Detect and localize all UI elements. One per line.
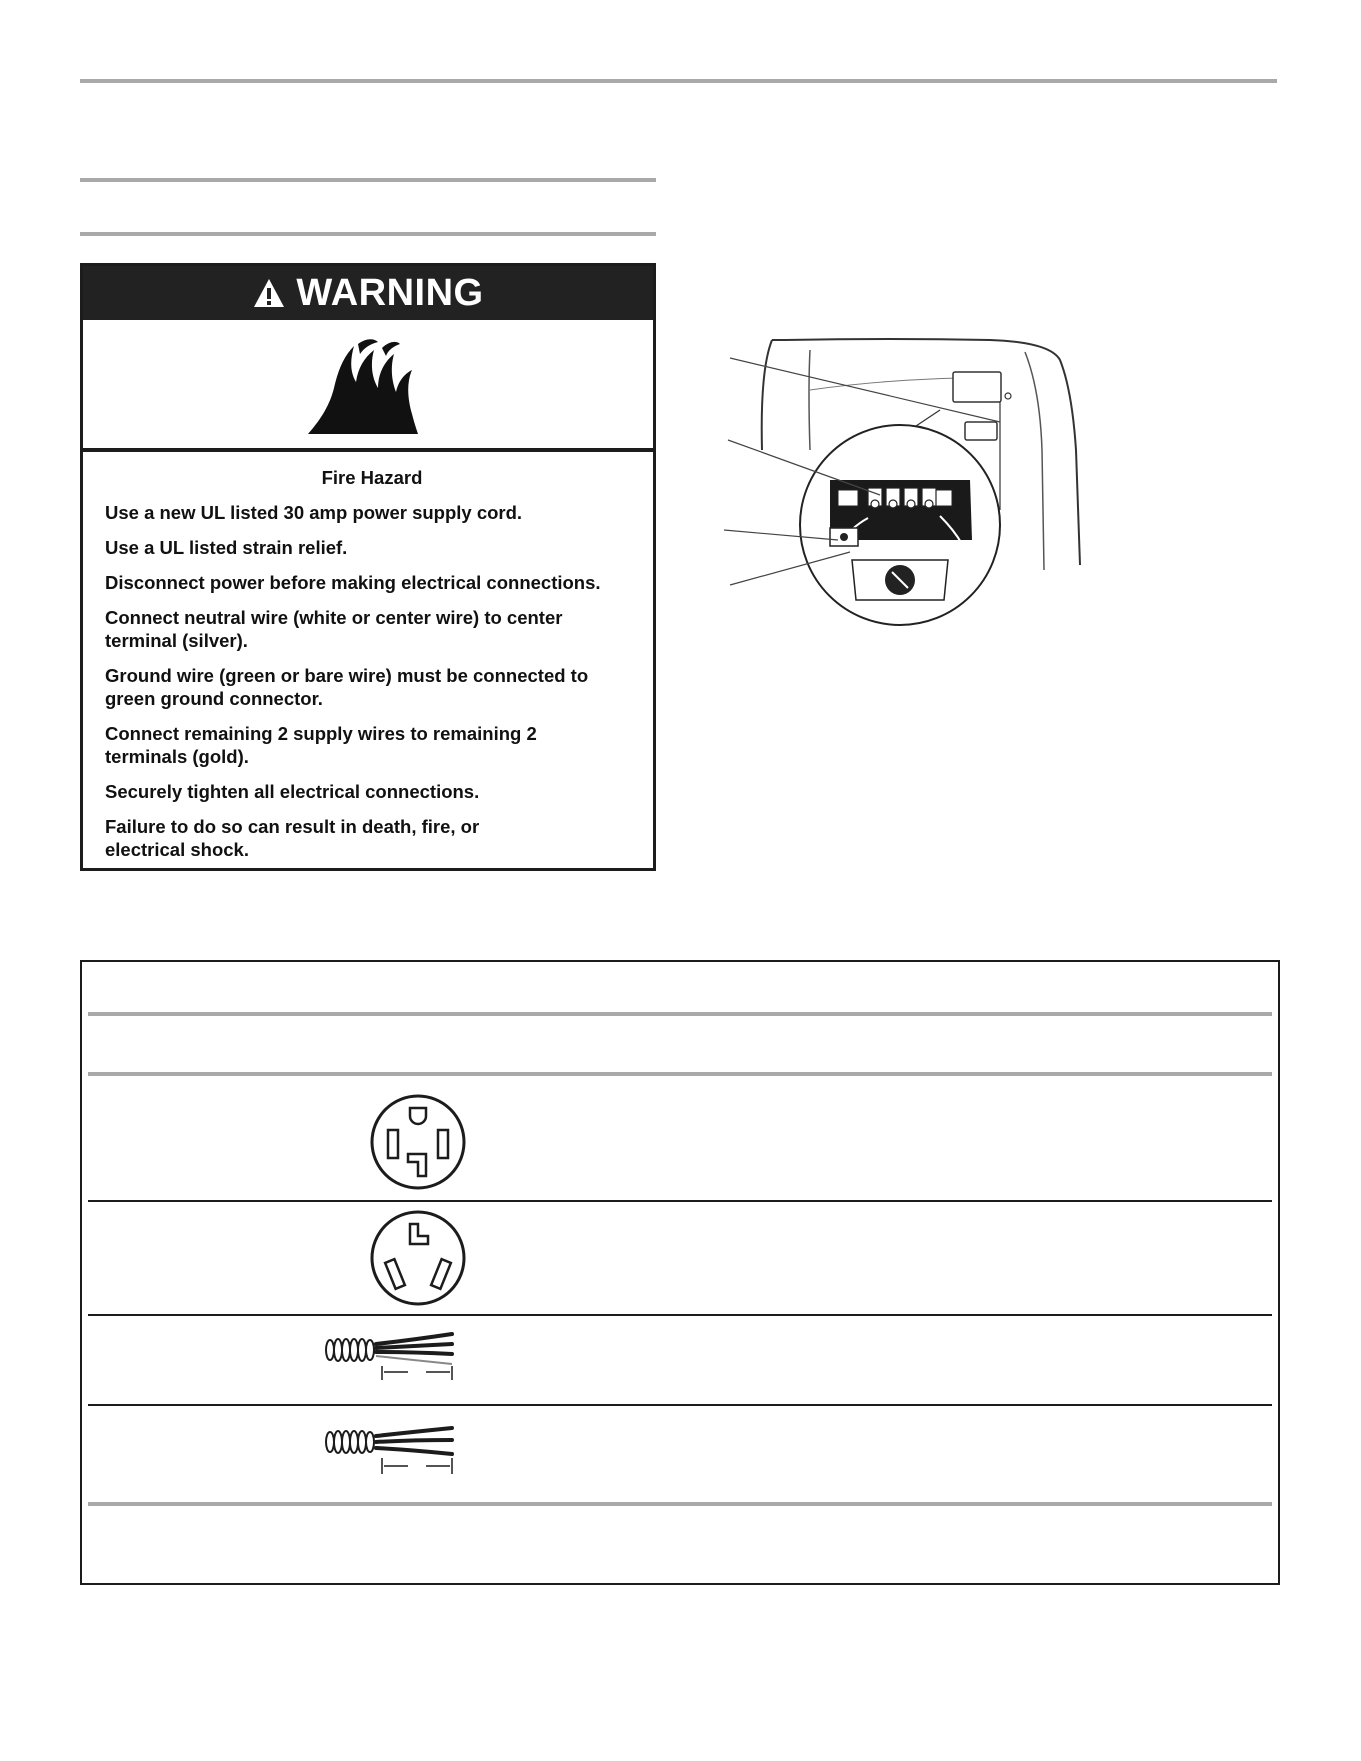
stripped-cable-3-wire-icon bbox=[322, 1414, 472, 1499]
warning-line: Securely tighten all electrical connections. bbox=[105, 781, 480, 802]
warning-line: Connect remaining 2 supply wires to remaining 2 terminals (gold). bbox=[105, 723, 537, 767]
stripped-cable-4-wire-icon bbox=[322, 1322, 472, 1407]
page-top-rule bbox=[80, 79, 1277, 83]
table-footer-divider bbox=[88, 1502, 1272, 1506]
cord-options-table bbox=[80, 960, 1280, 1585]
fire-hazard-icon bbox=[80, 320, 656, 448]
4-prong-receptacle-icon bbox=[368, 1092, 468, 1197]
warning-line: Connect neutral wire (white or center wire) to center terminal (silver). bbox=[105, 607, 563, 651]
3-prong-receptacle-icon bbox=[368, 1208, 468, 1313]
warning-line: Use a new UL listed 30 amp power supply cord. bbox=[105, 502, 523, 523]
warning-header-label: WARNING bbox=[296, 271, 484, 314]
warning-line: Failure to do so can result in death, fire, or electrical shock. bbox=[105, 816, 480, 860]
dryer-terminal-diagram bbox=[700, 330, 1120, 640]
warning-line: Ground wire (green or bare wire) must be connected to green ground connector. bbox=[105, 665, 589, 709]
hazard-title: Fire Hazard bbox=[321, 467, 423, 488]
warning-line: Disconnect power before making electrical connections. bbox=[105, 572, 601, 593]
warning-line: Use a UL listed strain relief. bbox=[105, 537, 348, 558]
section-rule-1 bbox=[80, 178, 656, 182]
warning-box bbox=[80, 263, 656, 871]
table-row-divider bbox=[88, 1404, 1272, 1406]
section-rule-2 bbox=[80, 232, 656, 236]
table-subheader-divider bbox=[88, 1072, 1272, 1076]
dryer-illustration bbox=[700, 330, 1120, 640]
flame-area bbox=[83, 320, 653, 452]
warning-text bbox=[105, 466, 639, 873]
warning-header bbox=[83, 266, 653, 320]
table-row-divider bbox=[88, 1200, 1272, 1202]
table-header-divider bbox=[88, 1012, 1272, 1016]
warning-triangle-icon bbox=[252, 277, 286, 309]
table-row-divider bbox=[88, 1314, 1272, 1316]
